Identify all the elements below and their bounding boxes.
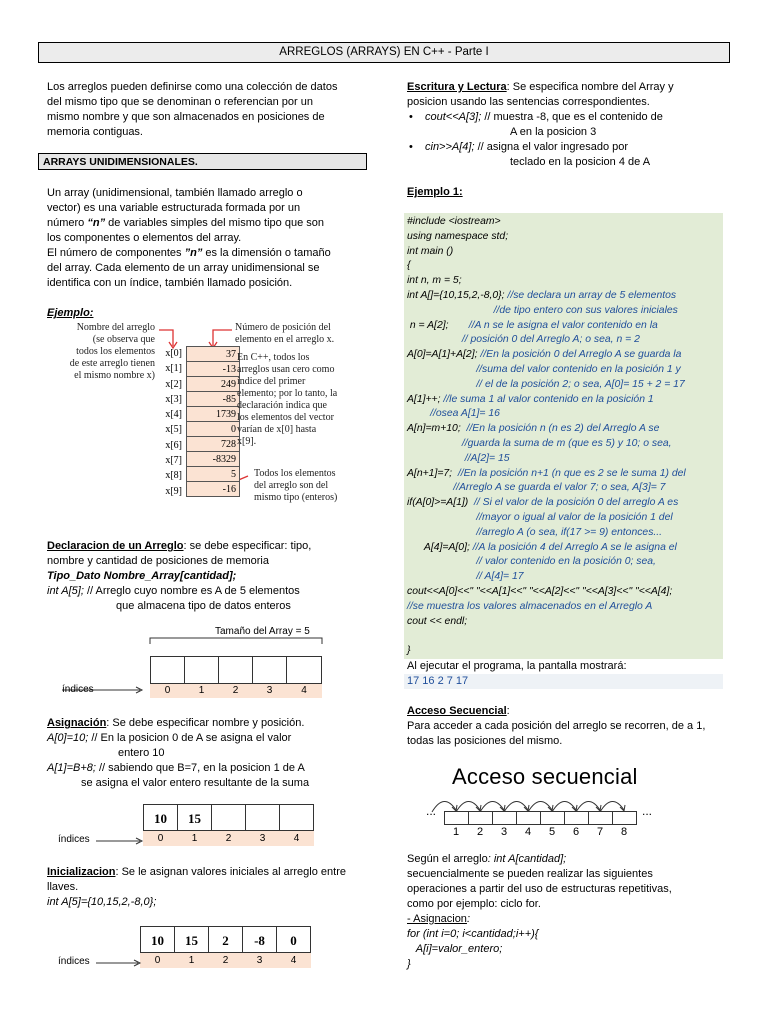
code-line bbox=[407, 452, 723, 467]
code-text: A[4]=A[0]; bbox=[407, 541, 470, 553]
text: de variables simples del mismo tipo que son bbox=[105, 217, 324, 229]
bullet-item bbox=[407, 110, 727, 125]
index-number: 4 bbox=[290, 955, 297, 966]
text: Según el arreglo bbox=[407, 853, 488, 865]
code: A[i]=valor_entero; bbox=[407, 943, 503, 955]
array-cell bbox=[279, 804, 314, 831]
acceso-section bbox=[407, 704, 727, 749]
code: A[0]=10; bbox=[47, 732, 89, 744]
code-line bbox=[407, 319, 723, 334]
array-cell bbox=[516, 811, 541, 825]
index-label: x[1] bbox=[165, 363, 182, 375]
array-cell bbox=[564, 811, 589, 825]
position-number: 2 bbox=[476, 826, 484, 838]
code-comment: //suma del valor contenido en la posición 1 y bbox=[407, 363, 681, 375]
index-number: 1 bbox=[188, 955, 195, 966]
note-line: de este arreglo tienen bbox=[69, 358, 155, 369]
index-number: 2 bbox=[225, 833, 232, 844]
code-line bbox=[407, 615, 723, 630]
inicializacion-line bbox=[47, 865, 372, 880]
code-line bbox=[407, 259, 723, 274]
index-column bbox=[160, 346, 182, 499]
code-line bbox=[407, 570, 723, 585]
array-value: 249 bbox=[187, 377, 240, 392]
index-number: 1 bbox=[191, 833, 198, 844]
comment: entero 10 bbox=[118, 747, 165, 759]
arrow-icon bbox=[96, 959, 142, 967]
index-number: 3 bbox=[256, 955, 263, 966]
code-line bbox=[407, 481, 723, 496]
code-comment: // valor contenido en la posición 0; sea, bbox=[407, 556, 656, 568]
inicializacion-section bbox=[47, 865, 372, 910]
code-text: cout << endl; bbox=[407, 615, 468, 627]
array-size-diagram bbox=[62, 626, 342, 702]
declaracion-label: Declaracion de un Arreglo bbox=[47, 540, 184, 552]
acceso-line: todas las posiciones del mismo. bbox=[407, 735, 563, 747]
code-line bbox=[407, 526, 723, 541]
position-number: 6 bbox=[572, 826, 580, 838]
code-text: using namespace std; bbox=[407, 230, 509, 242]
code-text: int n, m = 5; bbox=[407, 275, 462, 287]
note-line: Nombre del arreglo bbox=[76, 322, 155, 333]
code-text: } bbox=[407, 645, 411, 657]
array-size-caption: Tamaño del Array = 5 bbox=[215, 626, 310, 637]
definition-line: del array. Cada elemento de un array unidimensional se bbox=[47, 262, 320, 274]
comment: // asigna el valor ingresado por bbox=[474, 141, 629, 153]
code-comment: //osea A[1]= 16 bbox=[407, 408, 500, 420]
array-value: -13 bbox=[187, 362, 240, 377]
index-number: 2 bbox=[222, 955, 229, 966]
text: : bbox=[506, 705, 510, 717]
code-line bbox=[407, 467, 723, 482]
array-value: 5 bbox=[187, 467, 240, 482]
array-value: 1739 bbox=[187, 407, 240, 422]
asignacion-diagram bbox=[58, 804, 338, 850]
code-comment: //A[2]= 15 bbox=[407, 452, 510, 464]
index-label: x[5] bbox=[165, 424, 182, 436]
note-line: el mismo nombre x) bbox=[74, 370, 155, 381]
code-line bbox=[407, 555, 723, 570]
escritura-label: Escritura y Lectura bbox=[407, 81, 507, 93]
position-number: 5 bbox=[548, 826, 556, 838]
code-line bbox=[407, 437, 723, 452]
code-line bbox=[407, 585, 723, 600]
asignacion-label: Asignación bbox=[47, 717, 107, 729]
code-text: n = A[2]; bbox=[407, 319, 449, 331]
code-line bbox=[407, 644, 723, 659]
figure-title: Acceso secuencial bbox=[452, 764, 638, 789]
definition-line: vector) es una variable estructurada formada por un bbox=[47, 202, 301, 214]
array-cell bbox=[245, 804, 280, 831]
note-line: todos los elementos bbox=[76, 346, 155, 357]
intro-line: mismo nombre y que son almacenados en posiciones de bbox=[47, 111, 325, 123]
code-comment: //Arreglo A se guarda el valor 7; o sea, A[3]= 7 bbox=[407, 482, 666, 494]
position-number: 3 bbox=[500, 826, 508, 838]
code-comment: //A la posición 4 del Arreglo A se le asigna el bbox=[469, 541, 677, 553]
escritura-line: posicion usando las sentencias correspondientes. bbox=[407, 96, 650, 108]
code: A[1]=B+8; bbox=[47, 762, 96, 774]
code-comment: // Si el valor de la posición 0 del arreglo A es bbox=[468, 497, 679, 509]
array-cell bbox=[588, 811, 613, 825]
comment: // Arreglo cuyo nombre es A de 5 elementos bbox=[83, 585, 300, 597]
index-label: x[9] bbox=[165, 485, 182, 497]
asignacion-sub-label: - Asignacion bbox=[407, 913, 467, 925]
declaracion-line bbox=[47, 539, 372, 554]
segun-section bbox=[407, 852, 727, 972]
dots-right: ... bbox=[642, 804, 653, 818]
code-comment: // el de la posición 2; o sea, A[0]= 15 + 2 = 17 bbox=[407, 378, 685, 390]
code-text: { bbox=[407, 260, 411, 272]
intro-line: del mismo tipo que se denominan o referencian por un bbox=[47, 96, 313, 108]
code: cin>>A[4]; bbox=[425, 141, 475, 153]
code-comment: //A n se le asigna el valor contenido en la bbox=[448, 319, 658, 331]
code-text: if(A[0]>=A[1]) bbox=[407, 497, 469, 509]
index-number: 4 bbox=[301, 685, 307, 696]
code-line bbox=[407, 245, 723, 260]
program-output: 17 16 2 7 17 bbox=[404, 674, 723, 689]
note-line: mismo tipo (enteros) bbox=[254, 492, 338, 503]
array-x-values bbox=[186, 346, 240, 497]
code-text: int A[]={10,15,2,-8,0}; bbox=[407, 289, 505, 301]
code-comment: // posición 0 del Arreglo A; o sea, n = 2 bbox=[407, 334, 640, 346]
note-line: (se observa que bbox=[92, 334, 155, 345]
index-number: 0 bbox=[154, 955, 161, 966]
code: : int A[cantidad]; bbox=[487, 853, 567, 865]
code-text: #include <iostream> bbox=[407, 216, 501, 227]
array-cell bbox=[211, 804, 246, 831]
index-number: 3 bbox=[259, 833, 266, 844]
code-line bbox=[407, 600, 723, 615]
n-symbol: ”n” bbox=[184, 247, 203, 259]
array-value: 0 bbox=[187, 422, 240, 437]
bullet-icon: • bbox=[409, 141, 413, 153]
index-number: 1 bbox=[198, 685, 205, 696]
array-value: -16 bbox=[187, 482, 240, 497]
index-label: x[6] bbox=[165, 439, 182, 451]
asignacion-line bbox=[47, 716, 372, 731]
array-cell: 15 bbox=[174, 926, 209, 953]
text: : Se le asignan valores iniciales al arreglo entre bbox=[115, 866, 346, 878]
position-number: 4 bbox=[524, 826, 532, 838]
intro-paragraph bbox=[47, 80, 372, 140]
code-line bbox=[407, 511, 723, 526]
code: for (int i=0; i<cantidad;i++){ bbox=[407, 928, 539, 940]
declaracion-line: nombre y cantidad de posiciones de memoria bbox=[47, 555, 269, 567]
code-comment: // A[4]= 17 bbox=[407, 571, 524, 583]
bullet-icon: • bbox=[409, 111, 413, 123]
definition-line bbox=[47, 216, 372, 231]
index-label: x[0] bbox=[165, 348, 182, 359]
array-cell bbox=[252, 656, 287, 684]
position-number: 7 bbox=[596, 826, 604, 838]
code-text: A[0]=A[1]+A[2]; bbox=[407, 349, 478, 361]
code-line bbox=[407, 333, 723, 348]
definition-line: Un array (unidimensional, también llamado arreglo o bbox=[47, 187, 303, 199]
code-text: int main () bbox=[407, 245, 454, 257]
code-line bbox=[407, 230, 723, 245]
note-line: declaración indica que bbox=[237, 400, 327, 411]
array-value: -85 bbox=[187, 392, 240, 407]
note-line: los elementos del vector bbox=[237, 412, 334, 423]
code-line bbox=[407, 393, 723, 408]
array-cell: 15 bbox=[177, 804, 212, 831]
acceso-line: Para acceder a cada posición del arreglo se recorren, de a 1, bbox=[407, 720, 706, 732]
definition-paragraph bbox=[47, 186, 372, 291]
array-value: -8329 bbox=[187, 452, 240, 467]
code-comment: //de tipo entero con sus valores iniciales bbox=[407, 304, 678, 316]
code-comment: //se declara un array de 5 elementos bbox=[504, 289, 677, 301]
array-cell: 10 bbox=[143, 804, 178, 831]
indices-label: índices bbox=[58, 834, 90, 845]
array-cell bbox=[286, 656, 322, 684]
inicializacion-diagram bbox=[58, 926, 338, 972]
code: int A[5]; bbox=[47, 585, 84, 597]
code-text: cout<<A[0]<<" "<<A[1]<<" "<<A[2]<<" "<<A[3]<<" "<<A[4]; bbox=[407, 585, 673, 597]
index-label: x[3] bbox=[165, 393, 182, 405]
bullet-item bbox=[407, 140, 727, 155]
code-comment: //En la posición n+1 (n que es 2 se le suma 1) del bbox=[452, 467, 686, 479]
array-cell: 10 bbox=[140, 926, 175, 953]
output-caption: Al ejecutar el programa, la pantalla mostrará: bbox=[407, 660, 627, 672]
declaracion-example bbox=[47, 584, 372, 599]
code-lines bbox=[407, 215, 723, 659]
array-cell bbox=[184, 656, 219, 684]
code-comment: //guarda la suma de m (que es 5) y 10; o sea, bbox=[407, 437, 672, 449]
indices-label: índices bbox=[62, 684, 94, 695]
note-same-type bbox=[254, 468, 364, 504]
code-comment: //le suma 1 al valor contenido en la posición 1 bbox=[440, 393, 654, 405]
ejemplo1-label: Ejemplo 1: bbox=[407, 186, 463, 198]
array-value: 728 bbox=[187, 437, 240, 452]
array-x-figure bbox=[47, 322, 357, 512]
intro-line: memoria contiguas. bbox=[47, 126, 143, 138]
acceso-line bbox=[407, 704, 727, 719]
segun-line: secuencialmente se pueden realizar las siguientes bbox=[407, 868, 653, 880]
text: El número de componentes bbox=[47, 247, 185, 259]
index-number: 0 bbox=[164, 685, 171, 696]
index-label: x[8] bbox=[165, 470, 182, 482]
index-number: 4 bbox=[293, 833, 300, 844]
code-text: A[1]++; bbox=[407, 393, 441, 405]
code-line bbox=[407, 215, 723, 230]
note-line: índice del primer bbox=[237, 376, 306, 387]
note-line: varían de x[0] hasta bbox=[237, 424, 317, 435]
segun-line: como por ejemplo: ciclo for. bbox=[407, 898, 541, 910]
code: int A[5]={10,15,2,-8,0}; bbox=[47, 896, 157, 908]
comment: // sabiendo que B=7, en la posicion 1 de A bbox=[95, 762, 305, 774]
index-label: x[7] bbox=[165, 455, 182, 467]
asignacion-section bbox=[47, 716, 372, 791]
code: cout<<A[3]; bbox=[425, 111, 482, 123]
array-cell: -8 bbox=[242, 926, 277, 953]
array-cell bbox=[492, 811, 517, 825]
indices-label: índices bbox=[58, 956, 90, 967]
code-text: A[n]=m+10; bbox=[407, 423, 461, 435]
comment: teclado en la posicion 4 de A bbox=[510, 156, 651, 168]
text: : se debe especificar: tipo, bbox=[183, 540, 312, 552]
code-line bbox=[407, 304, 723, 319]
code-text: A[n+1]=7; bbox=[407, 467, 453, 479]
inicializacion-label: Inicializacion bbox=[47, 866, 116, 878]
code-line bbox=[407, 378, 723, 393]
code-comment: //En la posición 0 del Arreglo A se guarda la bbox=[477, 349, 682, 361]
ejemplo-label: Ejemplo: bbox=[47, 307, 94, 319]
array-cell bbox=[444, 811, 469, 825]
n-symbol: “n” bbox=[87, 217, 106, 229]
page-title: ARREGLOS (ARRAYS) EN C++ - Parte I bbox=[38, 42, 730, 63]
comment: se asigna el valor entero resultante de la suma bbox=[81, 777, 310, 789]
asignacion-example bbox=[47, 731, 372, 746]
escritura-section bbox=[407, 80, 727, 170]
text: es la dimensión o tamaño bbox=[202, 247, 331, 259]
code-comment: //mayor o igual al valor de la posición 1 del bbox=[407, 511, 673, 523]
code-comment: //se muestra los valores almacenados en el Arreglo A bbox=[407, 600, 653, 612]
index-number: 0 bbox=[157, 833, 164, 844]
array-cell bbox=[218, 656, 253, 684]
note-line: En C++, todos los bbox=[237, 352, 310, 363]
intro-line: Los arreglos pueden definirse como una colección de datos bbox=[47, 81, 338, 93]
index-label: x[4] bbox=[165, 409, 182, 421]
text: : Se debe especificar nombre y posición. bbox=[106, 717, 305, 729]
sequential-access-figure bbox=[420, 760, 660, 840]
note-line: Todos los elementos bbox=[254, 468, 336, 479]
code-line bbox=[407, 629, 723, 644]
acceso-label: Acceso Secuencial bbox=[407, 705, 507, 717]
note-line: x[9]. bbox=[237, 436, 257, 447]
array-cell bbox=[612, 811, 637, 825]
text: : bbox=[466, 913, 470, 925]
array-cell bbox=[150, 656, 185, 684]
note-zero-index bbox=[237, 352, 362, 448]
code-comment: //arreglo A (o sea, if(17 >= 9) entonces... bbox=[407, 526, 663, 538]
definition-line: identifica con un índice, también llamado posición. bbox=[47, 277, 293, 289]
array-value: 37 bbox=[187, 347, 240, 362]
text: : Se especifica nombre del Array y bbox=[506, 81, 674, 93]
code-line bbox=[407, 363, 723, 378]
array-cell bbox=[468, 811, 493, 825]
array-cell: 0 bbox=[276, 926, 311, 953]
note-line: arreglos usan cero como bbox=[237, 364, 335, 375]
comment: A en la posicion 3 bbox=[510, 126, 597, 138]
segun-line: operaciones a partir del uso de estructuras repetitivas, bbox=[407, 883, 672, 895]
asignacion-example bbox=[47, 761, 372, 776]
declaracion-section bbox=[47, 539, 372, 614]
note-line: Número de posición del bbox=[235, 322, 331, 333]
array-cell: 2 bbox=[208, 926, 243, 953]
comment: // muestra -8, que es el contenido de bbox=[481, 111, 663, 123]
definition-line bbox=[47, 246, 372, 261]
index-number: 3 bbox=[266, 685, 273, 696]
code-line bbox=[407, 274, 723, 289]
inicializacion-line: llaves. bbox=[47, 881, 79, 893]
position-number: 1 bbox=[452, 826, 460, 838]
note-position-number bbox=[235, 322, 360, 346]
comment: que almacena tipo de datos enteros bbox=[116, 600, 291, 612]
declaracion-syntax: Tipo_Dato Nombre_Array[cantidad]; bbox=[47, 570, 237, 582]
section-header: ARRAYS UNIDIMENSIONALES. bbox=[38, 153, 367, 170]
index-label: x[2] bbox=[165, 378, 182, 390]
index-number: 2 bbox=[232, 685, 239, 696]
note-line: elemento; por lo tanto, la bbox=[237, 388, 338, 399]
note-line: elemento en el arreglo x. bbox=[235, 334, 335, 345]
text: número bbox=[47, 217, 88, 229]
code-line bbox=[407, 422, 723, 437]
segun-line bbox=[407, 852, 727, 867]
code-line bbox=[407, 289, 723, 304]
code-line bbox=[407, 541, 723, 556]
escritura-line bbox=[407, 80, 727, 95]
note-line: del arreglo son del bbox=[254, 480, 329, 491]
position-number: 8 bbox=[620, 826, 628, 838]
code-comment: //En la posición n (n es 2) del Arreglo A se bbox=[460, 423, 660, 435]
array-cell bbox=[540, 811, 565, 825]
code-line bbox=[407, 496, 723, 511]
code-line bbox=[407, 348, 723, 363]
definition-line: los componentes o elementos del array. bbox=[47, 232, 242, 244]
code-line bbox=[407, 407, 723, 422]
comment: // En la posicion 0 de A se asigna el valor bbox=[88, 732, 292, 744]
code: } bbox=[407, 958, 411, 970]
asignacion-sub bbox=[407, 912, 727, 927]
dots-left: ... bbox=[426, 804, 437, 818]
arrow-icon bbox=[96, 837, 144, 845]
